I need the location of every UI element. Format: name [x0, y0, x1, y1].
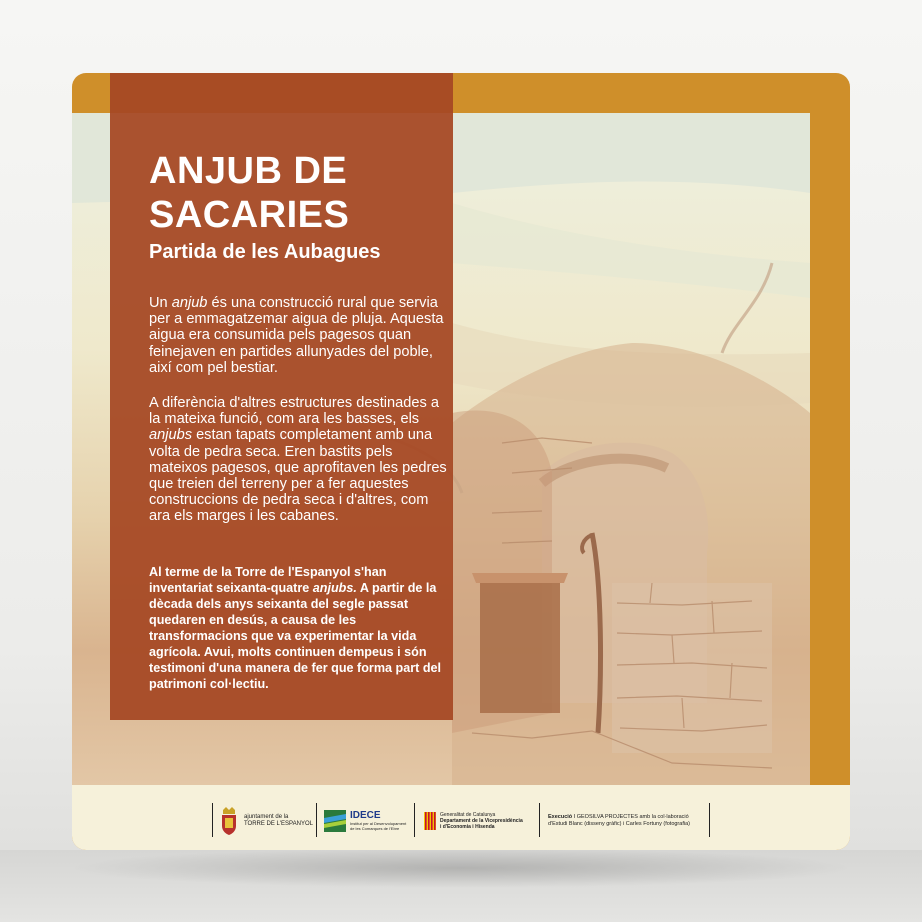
- credits-label: Execució: [548, 814, 573, 820]
- sign-subtitle: Partida de les Aubagues: [149, 241, 381, 263]
- footer-divider: [316, 803, 317, 837]
- paragraph-3: Al terme de la Torre de l'Espanyol s'han inventariat seixanta-quatre anjubs. A partir de la dècada dels anys seixanta del segle passat quedaren en desús, a causa de les transformacions que va experimentar la vida agrícola. Avui, molts continuen dempeus i són testimoni d'una manera de fer que forma part del patrimoni col·lectiu.: [149, 565, 442, 691]
- info-sign-panel: [72, 73, 850, 850]
- footer-divider: [709, 803, 710, 837]
- idece-icon: [324, 810, 346, 832]
- sign-title: ANJUB DE SACARIES: [149, 150, 350, 236]
- idece-line2: de les Comarques de l'Ebre: [350, 826, 400, 831]
- footer-logo-bar: [72, 785, 850, 850]
- idece-name: IDECE: [350, 810, 381, 821]
- generalitat-line1: Generalitat de Catalunya: [440, 812, 496, 818]
- ajuntament-logo: [220, 805, 313, 837]
- idece-logo: [324, 805, 406, 837]
- panel-shadow: [66, 848, 856, 888]
- credits: [548, 805, 690, 837]
- footer-divider: [212, 803, 213, 837]
- ajuntament-line2: TORRE DE L'ESPANYOL: [244, 821, 313, 827]
- generalitat-line2: Departament de la Vicepresidència: [440, 818, 523, 824]
- credits-line2: d'Estudi Blanc (disseny gràfic) i Carles Fortuny (fotografia): [548, 821, 690, 827]
- generalitat-icon: [424, 812, 436, 830]
- coat-of-arms-icon: [220, 806, 238, 836]
- text-box: [110, 73, 453, 720]
- generalitat-logo: [424, 805, 523, 837]
- credits-line1: I GEOSILVA PROJECTES amb la col·laboració: [572, 814, 689, 820]
- generalitat-line3: i d'Economia i Hisenda: [440, 824, 495, 830]
- paragraph-1: Un anjub és una construcció rural que servia per a emmagatzemar aigua de pluja. Aquesta aigua era consumida pels pagesos quan feinejaven en partides allunyades del poble, així com pel bestiar.: [149, 295, 444, 376]
- paragraph-2: A diferència d'altres estructures destinades a la mateixa funció, com ara les basses, els anjubs estan tapats completament amb una volta de pedra seca. Eren bastits pels mateixos pagesos, que aprofitaven les pedres que treien del terreny per a fer aquestes construccions de pedra seca i d'altres, com ara els marges i les cabanes.: [149, 395, 447, 525]
- ajuntament-line1: ajuntament de la: [244, 814, 289, 820]
- footer-divider: [539, 803, 540, 837]
- idece-line1: Institut per al Desenvolupament: [350, 821, 407, 826]
- footer-divider: [414, 803, 415, 837]
